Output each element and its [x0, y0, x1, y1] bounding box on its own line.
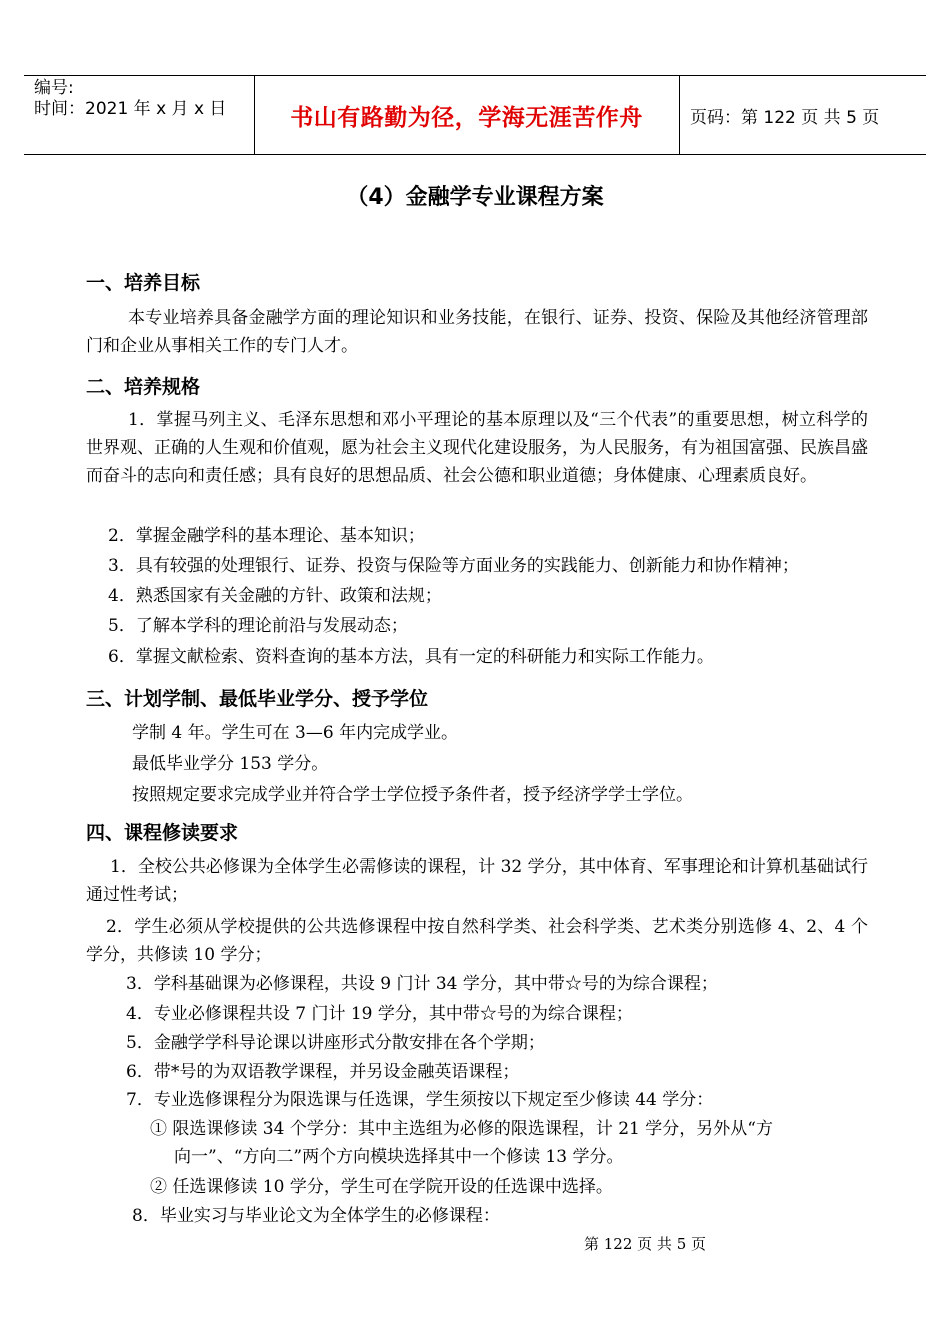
list-item: 6．掌握文献检索、资料查询的基本方法，具有一定的科研能力和实际工作能力。 [108, 647, 714, 667]
list-item: 5．了解本学科的理论前沿与发展动态； [108, 616, 408, 636]
page-footer: 第 122 页 共 5 页 [584, 1235, 707, 1253]
list-item: 5．金融学学科导论课以讲座形式分散安排在各个学期； [126, 1033, 545, 1053]
list-item: 1．全校公共必修课为全体学生必需修读的课程，计 32 学分，其中体育、军事理论和计算机基础试行通过性考试； [86, 857, 868, 905]
list-item: 7．专业选修课程分为限选课与任选课，学生须按以下规定至少修读 44 学分： [126, 1090, 714, 1110]
list-item: 2．学生必须从学校提供的公共选修课程中按自然科学类、社会科学类、艺术类分别选修 4、2、4 个学分，共修读 10 学分； [86, 917, 868, 965]
list-item: 6．带*号的为双语教学课程，并另设金融英语课程； [126, 1062, 520, 1082]
section-heading: 三、计划学制、最低毕业学分、授予学位 [86, 688, 429, 710]
sub-item: ① 限选课修读 34 个学分：其中主选组为必修的限选课程，计 21 学分，另外从“方 [150, 1119, 773, 1139]
page-header [24, 75, 926, 155]
paragraph: 本专业培养具备金融学方面的理论知识和业务技能，在银行、证券、投资、保险及其他经济管理部门和企业从事相关工作的专门人才。 [86, 308, 868, 356]
list-item: 1．掌握马列主义、毛泽东思想和邓小平理论的基本原理以及“三个代表”的重要思想，树立科学的世界观、正确的人生观和价值观，愿为社会主义现代化建设服务，为人民服务，有为祖国富强、民族昌盛而奋斗的志向和责任感；具有良好的思想品质、社会公德和职业道德；身体健康、心理素质良好。 [86, 410, 868, 486]
header-motto: 书山有路勤为径，学海无涯苦作舟 [290, 104, 643, 131]
list-item: 8．毕业实习与毕业论文为全体学生的必修课程： [132, 1206, 500, 1226]
section-heading: 二、培养规格 [86, 376, 201, 398]
paragraph: 按照规定要求完成学业并符合学士学位授予条件者，授予经济学学士学位。 [132, 785, 693, 805]
list-item: 4．专业必修课程共设 7 门计 19 学分，其中带☆号的为综合课程； [126, 1004, 633, 1024]
list-item: 3．具有较强的处理银行、证券、投资与保险等方面业务的实践能力、创新能力和协作精神； [108, 556, 799, 576]
header-divider [679, 75, 680, 155]
section-heading: 四、课程修读要求 [86, 822, 239, 844]
list-item: 3．学科基础课为必修课程，共设 9 门计 34 学分，其中带☆号的为综合课程； [126, 974, 718, 994]
list-item: 4．熟悉国家有关金融的方针、政策和法规； [108, 586, 442, 606]
number-label: 编号: [34, 78, 74, 98]
document-title: （4）金融学专业课程方案 [346, 185, 604, 210]
header-meta [34, 78, 226, 120]
sub-item: 向一”、“方向二”两个方向模块选择其中一个修读 13 学分。 [174, 1147, 624, 1167]
time-label: 时间：2021 年 x 月 x 日 [34, 99, 227, 119]
list-item: 2．掌握金融学科的基本理论、基本知识； [108, 526, 425, 546]
sub-item: ② 任选课修读 10 学分，学生可在学院开设的任选课中选择。 [150, 1177, 613, 1197]
paragraph: 最低毕业学分 153 学分。 [132, 754, 329, 774]
page-label: 页码：第 122 页 共 5 页 [690, 107, 880, 128]
section-heading: 一、培养目标 [86, 272, 201, 294]
paragraph: 学制 4 年。学生可在 3—6 年内完成学业。 [132, 723, 459, 743]
